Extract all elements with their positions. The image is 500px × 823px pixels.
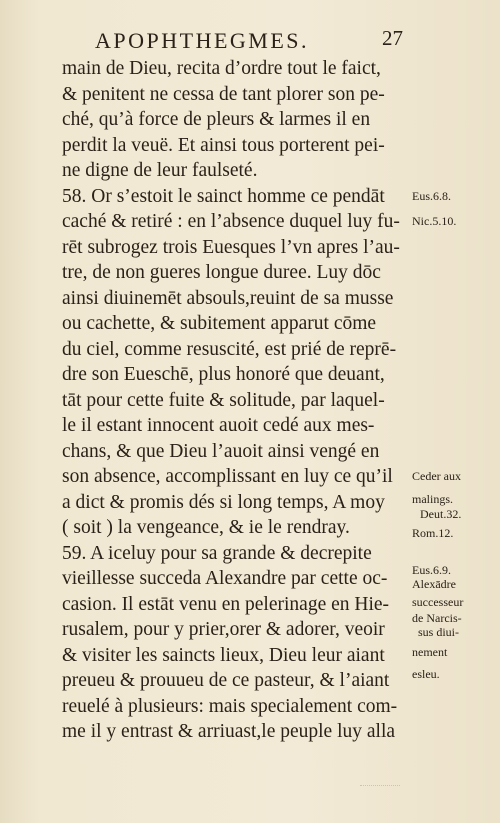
text-line: ché, qu’à force de pleurs & larmes il en bbox=[62, 109, 371, 130]
text-line: & visiter les saincts lieux, Dieu leur aiant bbox=[62, 644, 385, 666]
text-line: ou cachette, & subitement apparut cōme bbox=[62, 313, 377, 334]
text-line: ( soit ) la vengeance, & ie le rendray. bbox=[62, 517, 350, 538]
margin-note: Eus.6.8. bbox=[412, 189, 451, 203]
text-line: son absence, accomplissant en luy ce qu’il bbox=[62, 466, 393, 487]
text-line: tre, de non gueres longue duree. Luy dōc bbox=[62, 262, 381, 283]
paragraph-58-start: 58. Or s’estoit le sainct homme ce pendāt bbox=[62, 185, 385, 207]
margin-note: Nic.5.10. bbox=[412, 214, 457, 228]
text-line: preueu & prouueu de ce pasteur, & l’aiant bbox=[62, 670, 390, 691]
text-line: me il y entrast & arriuast,le peuple luy alla bbox=[62, 721, 396, 742]
margin-note: Ceder aux bbox=[412, 469, 461, 483]
margin-note: successeur bbox=[412, 595, 464, 609]
text-line: le il estant innocent auoit cedé aux mes- bbox=[62, 415, 375, 436]
margin-note: Alexādre bbox=[412, 577, 456, 591]
margin-note: malings. bbox=[412, 492, 453, 506]
paragraph-59-start: 59. A iceluy pour sa grande & decrepite bbox=[62, 542, 372, 564]
page-number: 27 bbox=[382, 26, 403, 50]
paper-speckle bbox=[360, 785, 400, 796]
margin-note: nement bbox=[412, 645, 448, 659]
margin-note: Eus.6.9. bbox=[412, 563, 451, 577]
margin-note: de Narcis- bbox=[412, 611, 462, 625]
text-line: chans, & que Dieu l’auoit ainsi vengé en bbox=[62, 440, 380, 462]
text-line: caché & retiré : en l’absence duquel luy fu- bbox=[62, 211, 400, 232]
text-line: main de Dieu, recita d’ordre tout le faict, bbox=[62, 58, 381, 79]
margin-note: sus diui- bbox=[418, 625, 460, 639]
body-text bbox=[62, 56, 410, 745]
text-line: & penitent ne cessa de tant plorer son pe- bbox=[62, 83, 385, 105]
text-line: dre son Eueschē, plus honoré que deuant, bbox=[62, 364, 385, 385]
text-line: casion. Il estāt venu en pelerinage en Hie- bbox=[62, 593, 390, 615]
margin-note: Deut.32. bbox=[420, 507, 462, 521]
text-line: ainsi diuinemēt absouls,reuint de sa musse bbox=[62, 287, 394, 309]
margin-note: Rom.12. bbox=[412, 526, 454, 540]
text-line: rēt subrogez trois Euesques l’vn apres l’au- bbox=[62, 236, 400, 258]
text-line: ne digne de leur faulseté. bbox=[62, 160, 258, 181]
running-title: APOPHTHEGMES. bbox=[95, 28, 310, 53]
text-line: vieillesse succeda Alexandre par cette oc- bbox=[62, 568, 388, 589]
text-line: tāt pour cette fuite & solitude, par laquel- bbox=[62, 389, 385, 411]
margin-note: esleu. bbox=[412, 667, 440, 681]
text-line: a dict & promis dés si long temps, A moy bbox=[62, 491, 385, 513]
text-line: du ciel, comme resuscité, est prié de reprē- bbox=[62, 338, 397, 360]
text-line: rusalem, pour y prier,orer & adorer, veoir bbox=[62, 619, 385, 640]
text-line: perdit la veuë. Et ainsi tous porterent pei- bbox=[62, 134, 385, 156]
text-line: reuelé à plusieurs: mais specialement com- bbox=[62, 695, 398, 717]
